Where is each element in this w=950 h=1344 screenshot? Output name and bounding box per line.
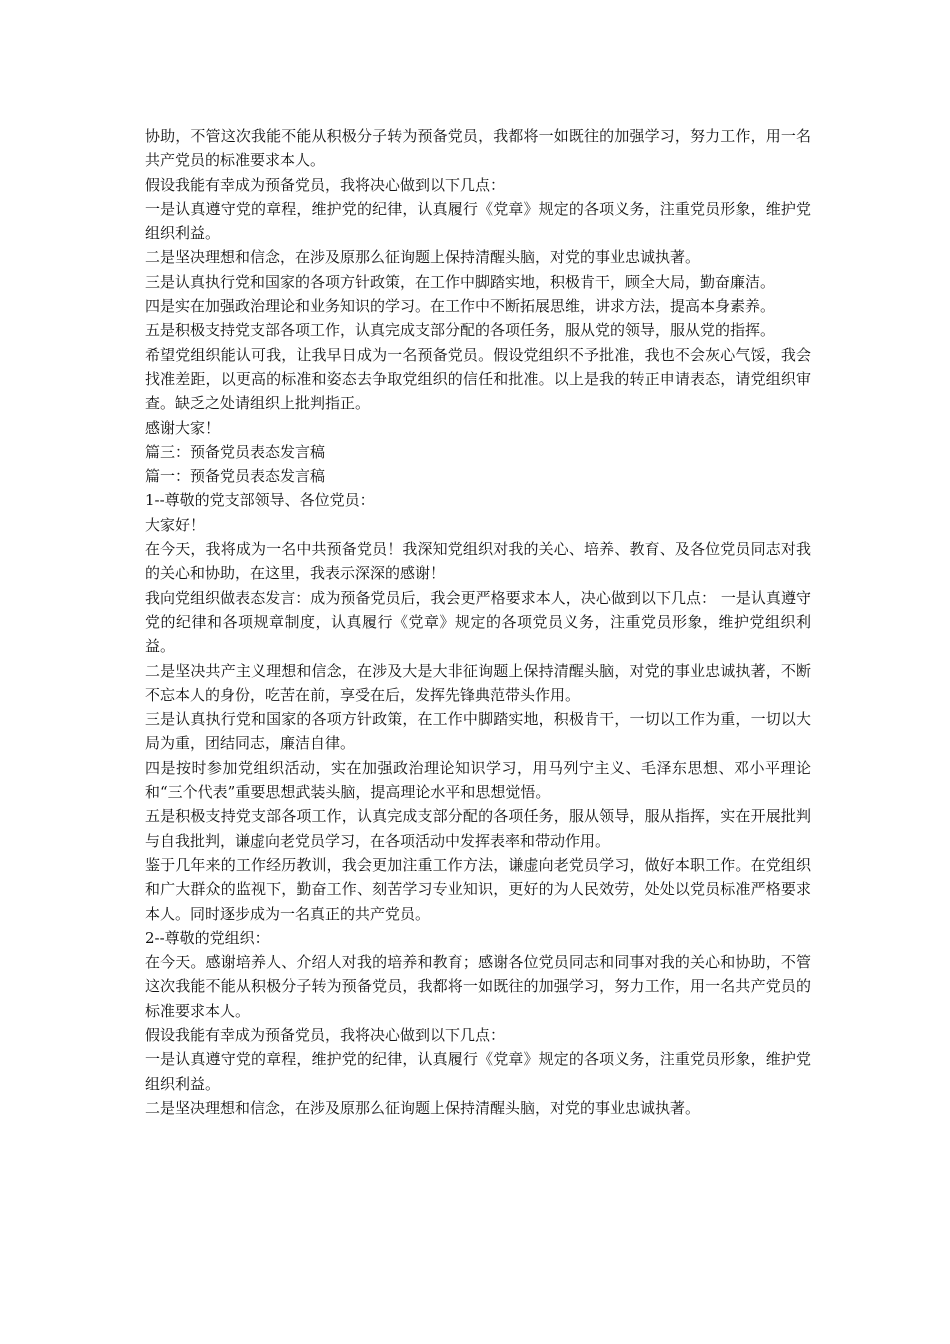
document-body — [145, 124, 811, 1120]
paragraph: 鉴于几年来的工作经历教训，我会更加注重工作方法，谦虚向老党员学习，做好本职工作。在党组织和广大群众的监视下，勤奋工作、刻苦学习专业知识，更好的为人民效劳，处处以党员标准严格要求本人。同时逐步成为一名真正的共产党员。 — [145, 855, 811, 923]
paragraph: 二是坚决理想和信念，在涉及原那么征询题上保持清醒头脑，对党的事业忠诚执著。 — [145, 248, 701, 267]
paragraph: 我向党组织做表态发言：成为预备党员后，我会更严格要求本人，决心做到以下几点： 一是认真遵守党的纪律和各项规章制度，认真履行《党章》规定的各项党员义务，注重党员形象，维护党组织利益。 — [145, 588, 811, 656]
paragraph: 二是坚决理想和信念，在涉及原那么征询题上保持清醒头脑，对党的事业忠诚执著。 — [145, 1098, 701, 1117]
paragraph: 三是认真执行党和国家的各项方针政策，在工作中脚踏实地，积极肯干，顾全大局，勤奋廉洁。 — [145, 272, 776, 291]
paragraph: 在今天。感谢培养人、介绍人对我的培养和教育；感谢各位党员同志和同事对我的关心和协助，不管这次我能不能从积极分子转为预备党员，我都将一如既往的加强学习，努力工作，用一名共产党员的标准要求本人。 — [145, 953, 811, 1020]
paragraph: 四是实在加强政治理论和业务知识的学习。在工作中不断拓展思维，讲求方法，提高本身素养。 — [145, 297, 776, 316]
paragraph: 二是坚决共产主义理想和信念，在涉及大是大非征询题上保持清醒头脑，对党的事业忠诚执著，不断不忘本人的身份，吃苦在前，享受在后，发挥先锋典范带头作用。 — [145, 661, 811, 704]
section-heading: 篇三：预备党员表态发言稿 — [145, 442, 326, 461]
paragraph: 一是认真遵守党的章程，维护党的纪律，认真履行《党章》规定的各项义务，注重党员形象，维护党组织利益。 — [145, 199, 811, 243]
paragraph: 五是积极支持党支部各项工作，认真完成支部分配的各项任务，服从领导，服从指挥，实在开展批判与自我批判，谦虚向老党员学习，在各项活动中发挥表率和带动作用。 — [145, 807, 811, 850]
paragraph: 假设我能有幸成为预备党员，我将决心做到以下几点： — [145, 1025, 506, 1044]
paragraph: 四是按时参加党组织活动，实在加强政治理论知识学习，用马列宁主义、毛泽东思想、邓小平理论和“三个代表”重要思想武装头脑，提高理论水平和思想觉悟。 — [145, 758, 811, 802]
paragraph: 希望党组织能认可我，让我早日成为一名预备党员。假设党组织不予批准，我也不会灰心气馁，我会找准差距，以更高的标准和姿态去争取党组织的信任和批准。以上是我的转正申请表态，请党组织审查。缺乏之处请组织上批判指正。 — [145, 345, 811, 413]
paragraph: 感谢大家！ — [145, 418, 221, 437]
greeting: 大家好！ — [145, 515, 206, 534]
paragraph: 在今天，我将成为一名中共预备党员！我深知党组织对我的关心、培养、教育、及各位党员同志对我的关心和协助，在这里，我表示深深的感谢！ — [145, 540, 811, 583]
paragraph: 一是认真遵守党的章程，维护党的纪律，认真履行《党章》规定的各项义务，注重党员形象，维护党组织利益。 — [145, 1050, 811, 1093]
paragraph: 三是认真执行党和国家的各项方针政策，在工作中脚踏实地，积极肯干，一切以工作为重，一切以大局为重，团结同志，廉洁自律。 — [145, 710, 811, 753]
paragraph: 五是积极支持党支部各项工作，认真完成支部分配的各项任务，服从党的领导，服从党的指挥。 — [145, 321, 776, 340]
salutation: 2--尊敬的党组织： — [145, 928, 270, 947]
sub-heading: 篇一：预备党员表态发言稿 — [145, 467, 326, 486]
paragraph: 协助，不管这次我能不能从积极分子转为预备党员，我都将一如既往的加强学习，努力工作，用一名共产党员的标准要求本人。 — [145, 127, 811, 170]
salutation: 1--尊敬的党支部领导、各位党员： — [145, 491, 375, 510]
paragraph: 假设我能有幸成为预备党员，我将决心做到以下几点： — [145, 175, 506, 194]
